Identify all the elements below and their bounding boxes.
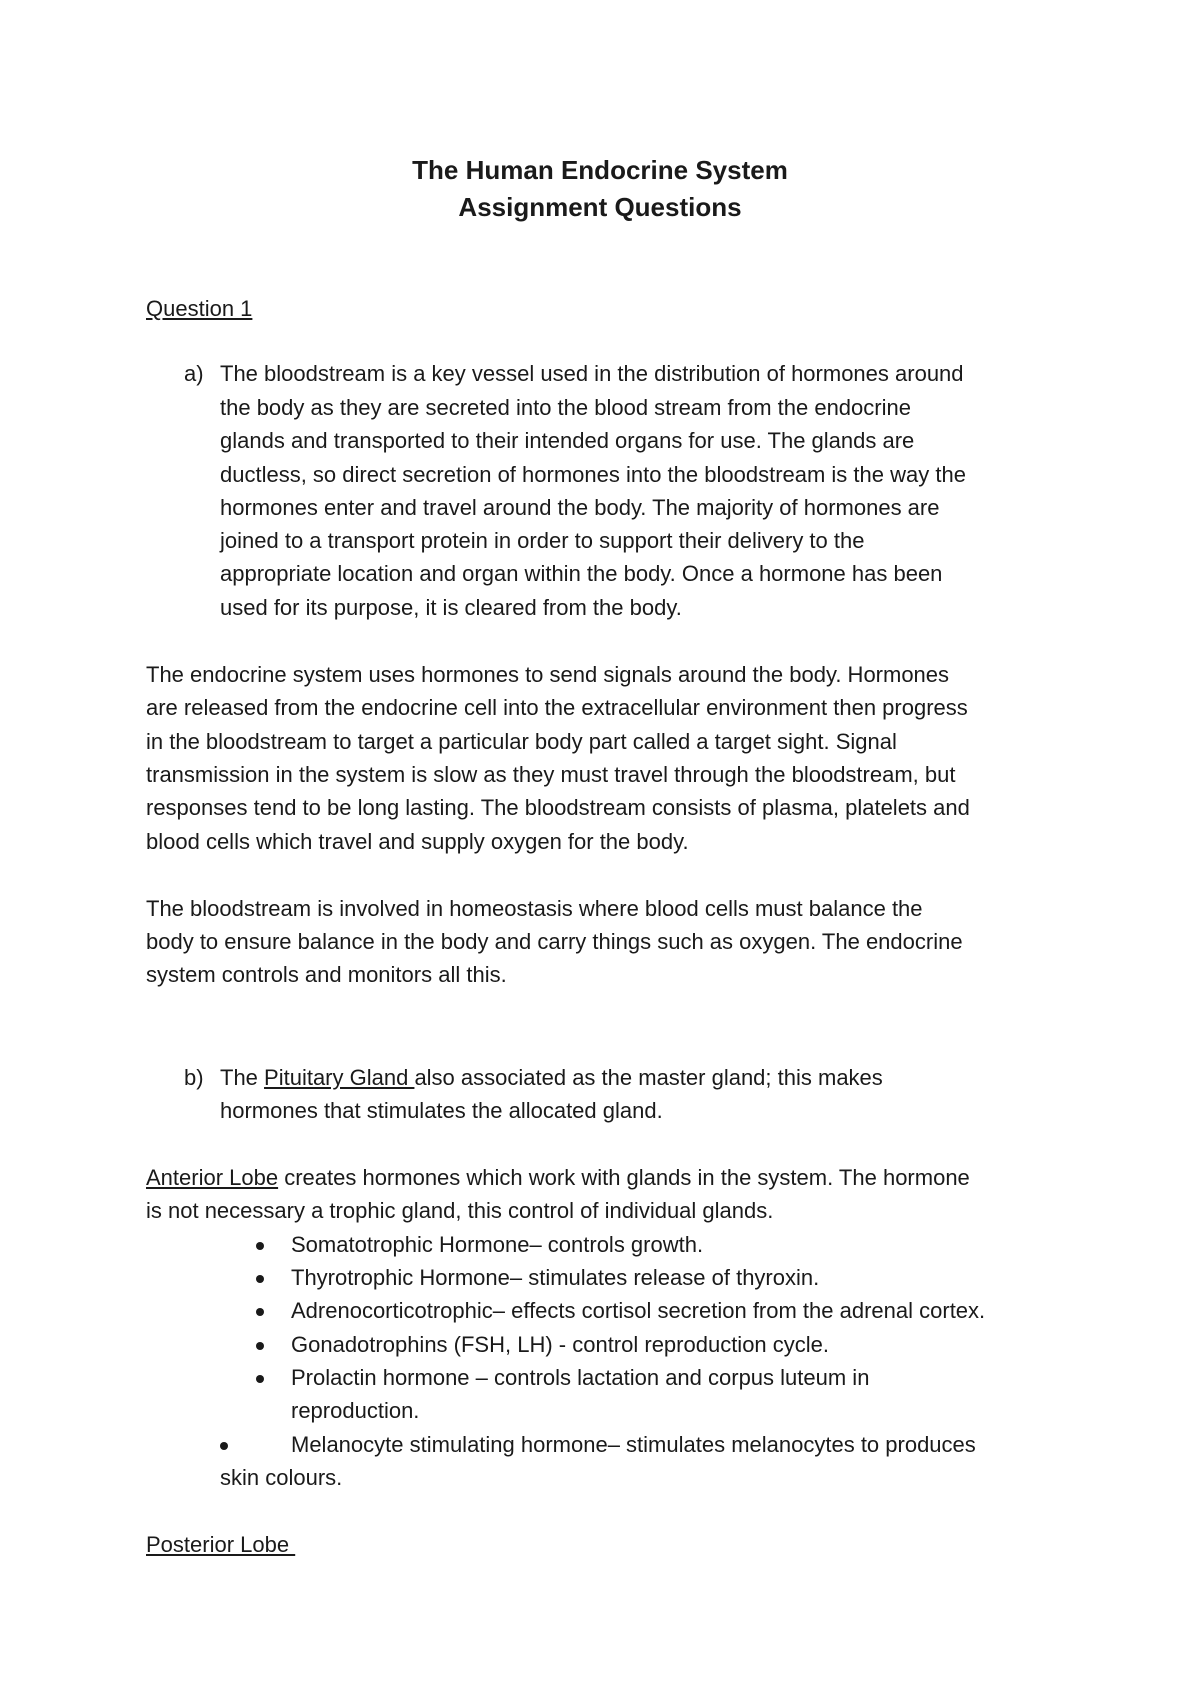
list-item: Melanocyte stimulating hormone– stimulates melanocytes to produces bbox=[291, 1432, 976, 1457]
paragraph-line: blood cells which travel and supply oxygen for the body. bbox=[146, 829, 689, 854]
document-subtitle: Assignment Questions bbox=[458, 192, 742, 222]
anterior-lobe-line: is not necessary a trophic gland, this control of individual glands. bbox=[146, 1198, 774, 1223]
paragraph-line: are released from the endocrine cell into the extracellular environment then progress bbox=[146, 695, 968, 720]
part-a-line: used for its purpose, it is cleared from the body. bbox=[220, 595, 682, 620]
part-a-line: The bloodstream is a key vessel used in the distribution of hormones around bbox=[220, 361, 964, 386]
part-a-line: glands and transported to their intended organs for use. The glands are bbox=[220, 428, 915, 453]
bullet-icon bbox=[220, 1442, 228, 1450]
paragraph-line: system controls and monitors all this. bbox=[146, 962, 507, 987]
part-b-text: also associated as the master gland; this makes bbox=[414, 1065, 883, 1090]
list-item: Gonadotrophins (FSH, LH) - control reproduction cycle. bbox=[291, 1332, 830, 1357]
question-1-heading: Question 1 bbox=[146, 296, 253, 321]
anterior-lobe-label: Anterior Lobe bbox=[146, 1165, 279, 1190]
bullet-icon bbox=[256, 1275, 264, 1283]
part-b-line: hormones that stimulates the allocated gland. bbox=[220, 1098, 663, 1123]
bullet-icon bbox=[256, 1342, 264, 1350]
pituitary-gland-term: Pituitary Gland bbox=[264, 1065, 415, 1090]
list-item: Prolactin hormone – controls lactation and corpus luteum in bbox=[291, 1365, 870, 1390]
part-b-line bbox=[220, 1065, 883, 1091]
paragraph-line: transmission in the system is slow as they must travel through the bloodstream, but bbox=[146, 762, 956, 787]
list-item: Thyrotrophic Hormone– stimulates release of thyroxin. bbox=[291, 1265, 820, 1290]
bullet-icon bbox=[256, 1308, 264, 1316]
bullet-icon bbox=[256, 1375, 264, 1383]
list-item: Adrenocorticotrophic– effects cortisol secretion from the adrenal cortex. bbox=[291, 1298, 986, 1323]
anterior-lobe-line bbox=[146, 1165, 970, 1191]
paragraph-line: responses tend to be long lasting. The bloodstream consists of plasma, platelets and bbox=[146, 795, 970, 820]
part-a-line: the body as they are secreted into the blood stream from the endocrine bbox=[220, 395, 911, 420]
part-b-text: The bbox=[220, 1065, 265, 1090]
paragraph-line: body to ensure balance in the body and carry things such as oxygen. The endocrine bbox=[146, 929, 963, 954]
list-item-continuation: skin colours. bbox=[220, 1465, 343, 1490]
list-item-continuation: reproduction. bbox=[291, 1398, 420, 1423]
part-a-line: hormones enter and travel around the body. The majority of hormones are bbox=[220, 495, 940, 520]
part-b-marker: b) bbox=[184, 1065, 204, 1090]
document-title: The Human Endocrine System bbox=[412, 155, 788, 185]
part-a-line: joined to a transport protein in order to support their delivery to the bbox=[220, 528, 865, 553]
list-item: Somatotrophic Hormone– controls growth. bbox=[291, 1232, 704, 1257]
part-a-line: appropriate location and organ within the body. Once a hormone has been bbox=[220, 561, 943, 586]
paragraph-line: in the bloodstream to target a particular body part called a target sight. Signal bbox=[146, 729, 897, 754]
anterior-lobe-text: creates hormones which work with glands in the system. The hormone bbox=[278, 1165, 970, 1190]
part-a-line: ductless, so direct secretion of hormones into the bloodstream is the way the bbox=[220, 462, 966, 487]
bullet-icon bbox=[256, 1242, 264, 1250]
paragraph-line: The bloodstream is involved in homeostasis where blood cells must balance the bbox=[146, 896, 923, 921]
posterior-lobe-label: Posterior Lobe bbox=[146, 1532, 296, 1557]
part-a-marker: a) bbox=[184, 361, 204, 386]
paragraph-line: The endocrine system uses hormones to send signals around the body. Hormones bbox=[146, 662, 950, 687]
